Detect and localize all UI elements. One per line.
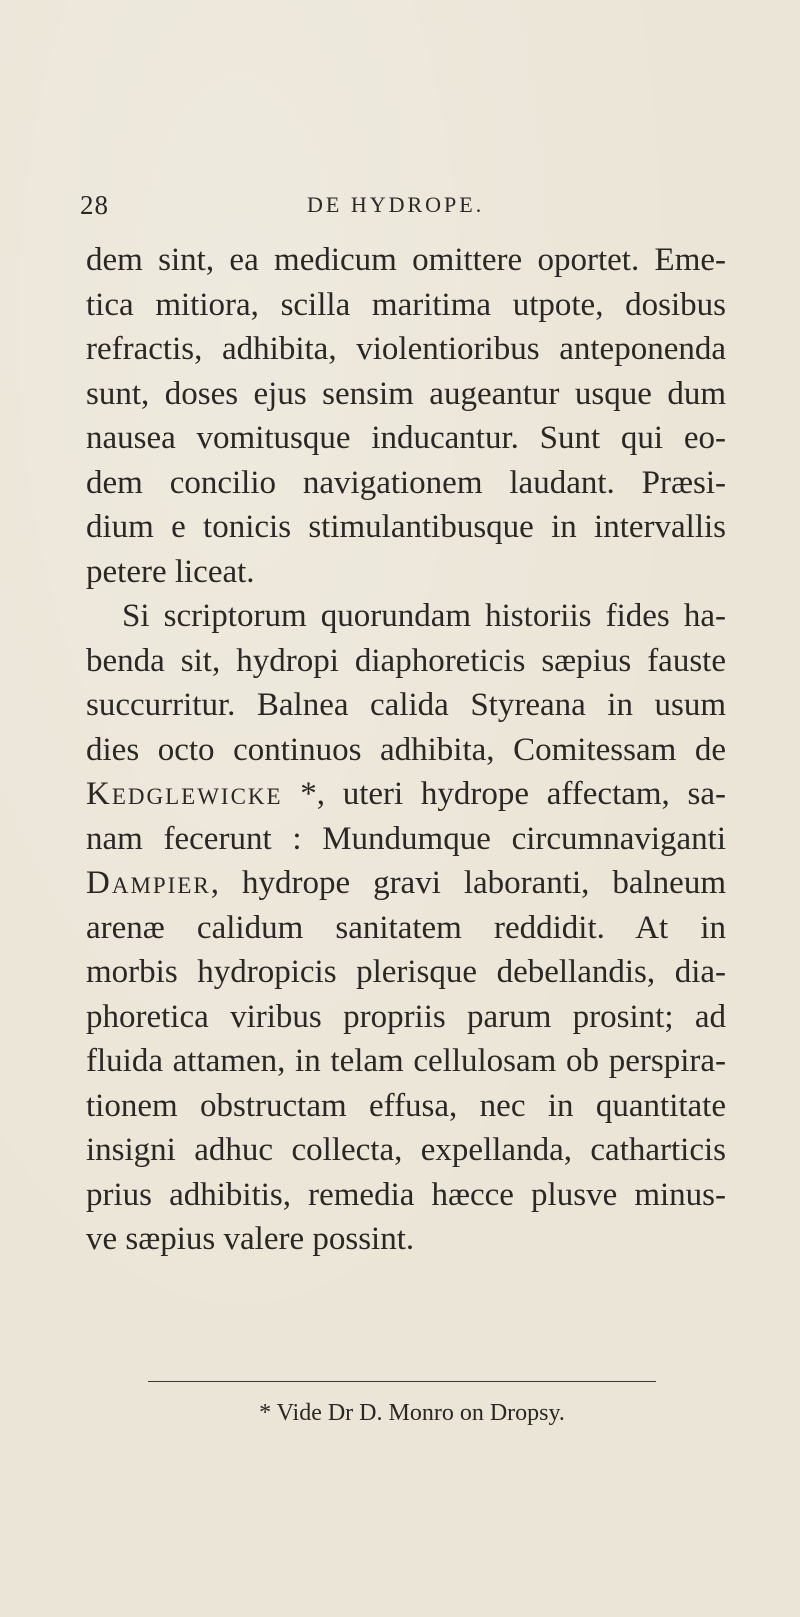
text-line: dium e tonicis stimulantibusque in intervallis	[86, 509, 726, 545]
proper-name: Kedglewicke	[86, 776, 283, 812]
text-line: refractis, adhibita, violentioribus anteponenda	[86, 331, 726, 367]
text-line: morbis hydropicis plerisque debellandis, dia-	[86, 954, 726, 990]
text-line: insigni adhuc collecta, expellanda, catharticis	[86, 1132, 726, 1168]
text-segment: *, uteri hydrope affectam, sa-	[282, 776, 726, 812]
text-line	[86, 861, 726, 906]
text-line: phoretica viribus propriis parum prosint; ad	[86, 998, 726, 1035]
text-line: sunt, doses ejus sensim augeantur usque dum	[86, 375, 726, 412]
text-line: dem sint, ea medicum omittere oportet. Eme-	[86, 242, 726, 278]
body-text	[86, 238, 726, 1262]
text-segment: , hydrope gravi laboranti, balneum	[210, 865, 726, 901]
text-line: arenæ calidum sanitatem reddidit. At in	[86, 909, 726, 946]
text-line: benda sit, hydropi diaphoreticis sæpius fauste	[86, 642, 726, 679]
text-line: tica mitiora, scilla maritima utpote, dosibus	[86, 286, 726, 323]
running-title: DE HYDROPE.	[307, 192, 485, 217]
text-line: nam fecerunt : Mundumque circumnaviganti	[86, 820, 726, 857]
text-line: fluida attamen, in telam cellulosam ob perspira-	[86, 1043, 726, 1079]
text-line: tionem obstructam effusa, nec in quantitate	[86, 1087, 726, 1124]
text-line: ve sæpius valere possint.	[86, 1221, 415, 1257]
text-line: Si scriptorum quorundam historiis fides ha-	[122, 598, 726, 634]
text-line: succurritur. Balnea calida Styreana in usum	[86, 687, 726, 723]
footnote: * Vide Dr D. Monro on Dropsy.	[259, 1400, 565, 1426]
text-line	[86, 772, 726, 817]
text-line: petere liceat.	[86, 553, 255, 590]
text-line: nausea vomitusque inducantur. Sunt qui eo-	[86, 420, 726, 456]
text-line: dem concilio navigationem laudant. Præsi-	[86, 464, 726, 501]
footnote-rule	[148, 1381, 656, 1382]
page-number: 28	[80, 190, 109, 220]
proper-name: Dampier	[86, 865, 211, 901]
running-head	[80, 190, 720, 230]
text-line: dies octo continuos adhibita, Comitessam de	[86, 731, 726, 768]
text-line: prius adhibitis, remedia hæcce plusve minus-	[86, 1176, 726, 1213]
